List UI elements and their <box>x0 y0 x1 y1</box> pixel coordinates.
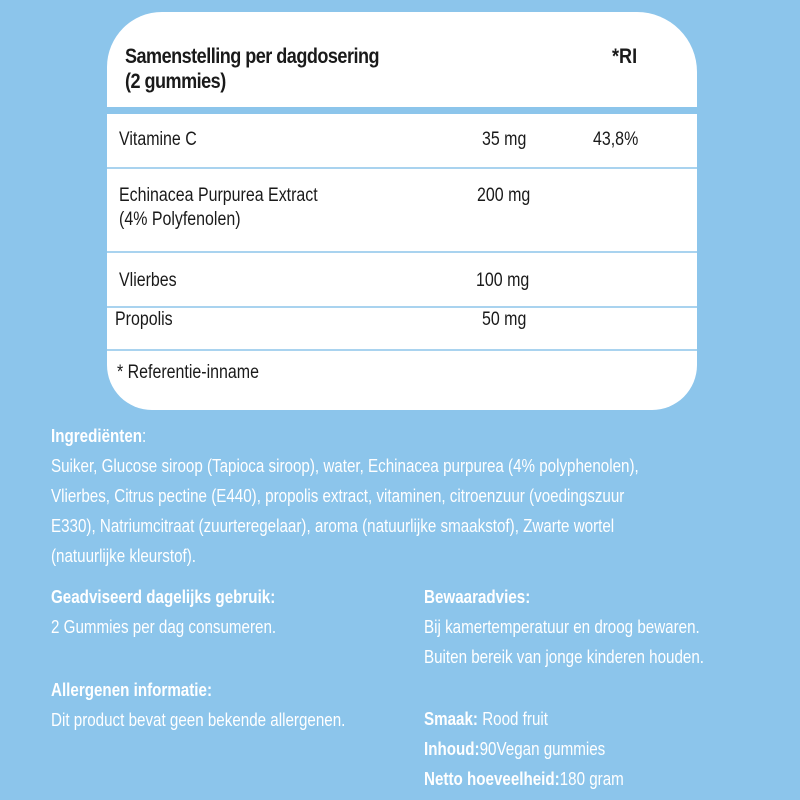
net-weight-fact <box>424 764 624 794</box>
usage-section <box>51 582 276 642</box>
nutrient-name: Propolis <box>115 309 173 330</box>
nutrient-amount: 200 mg <box>477 185 531 206</box>
nutrient-amount: 100 mg <box>476 270 530 291</box>
content-fact <box>424 734 624 764</box>
composition-card <box>107 12 697 410</box>
storage-line: Buiten bereik van jonge kinderen houden. <box>424 646 705 667</box>
storage-line: Bij kamertemperatuur en droog bewaren. <box>424 616 700 637</box>
table-row <box>107 114 697 167</box>
flavor-fact <box>424 704 624 734</box>
nutrient-name-line-1: Echinacea Purpurea Extract <box>119 185 318 206</box>
storage-section <box>424 582 704 672</box>
nutrient-name: Vlierbes <box>119 270 177 291</box>
usage-text: 2 Gummies per dag consumeren. <box>51 616 277 637</box>
ri-footnote: * Referentie-inname <box>117 362 259 383</box>
usage-heading: Geadviseerd dagelijks gebruik: <box>51 586 276 607</box>
table-row <box>107 169 697 251</box>
net-weight-label: Netto hoeveelheid: <box>424 768 560 789</box>
nutrient-name-line-2: (4% Polyfenolen) <box>119 209 241 230</box>
nutrient-amount: 35 mg <box>482 129 527 150</box>
storage-heading: Bewaaradvies: <box>424 586 531 607</box>
ingredients-heading: Ingrediënten <box>51 425 143 446</box>
nutrient-name <box>119 184 318 232</box>
table-row <box>107 308 697 361</box>
ingredients-line: (natuurlijke kleurstof). <box>51 545 197 566</box>
ingredients-line: Vlierbes, Citrus pectine (E440), propolis extract, vitaminen, citroenzuur (voedingszuur <box>51 485 625 506</box>
allergens-heading: Allergenen informatie: <box>51 679 213 700</box>
table-row <box>107 253 697 306</box>
content-value: 90Vegan gummies <box>479 738 606 759</box>
net-weight-value: 180 gram <box>559 768 624 789</box>
ri-column-header: *RI <box>612 45 638 68</box>
ingredients-line: Suiker, Glucose siroop (Tapioca siroop), water, Echinacea purpurea (4% polyphenolen), <box>51 455 639 476</box>
nutrient-ri: 43,8% <box>593 129 639 150</box>
ingredients-line: E330), Natriumcitraat (zuurteregelaar), aroma (natuurlijke smaakstof), Zwarte wortel <box>51 515 615 536</box>
allergens-section <box>51 675 345 735</box>
flavor-value: Rood fruit <box>477 708 548 729</box>
header-divider <box>107 107 697 114</box>
composition-title-line-2: (2 gummies) <box>125 70 226 93</box>
flavor-label: Smaak: <box>424 708 478 729</box>
composition-title <box>125 44 379 94</box>
allergens-text: Dit product bevat geen bekende allergenen. <box>51 709 346 730</box>
composition-title-line-1: Samenstelling per dagdosering <box>125 45 379 68</box>
composition-table-header <box>107 12 697 107</box>
ingredients-heading-colon: : <box>142 425 147 446</box>
product-facts-section <box>424 704 624 794</box>
ingredients-section <box>51 421 639 571</box>
content-label: Inhoud: <box>424 738 480 759</box>
row-divider <box>107 349 697 351</box>
nutrient-name: Vitamine C <box>119 129 197 150</box>
nutrient-amount: 50 mg <box>482 309 527 330</box>
